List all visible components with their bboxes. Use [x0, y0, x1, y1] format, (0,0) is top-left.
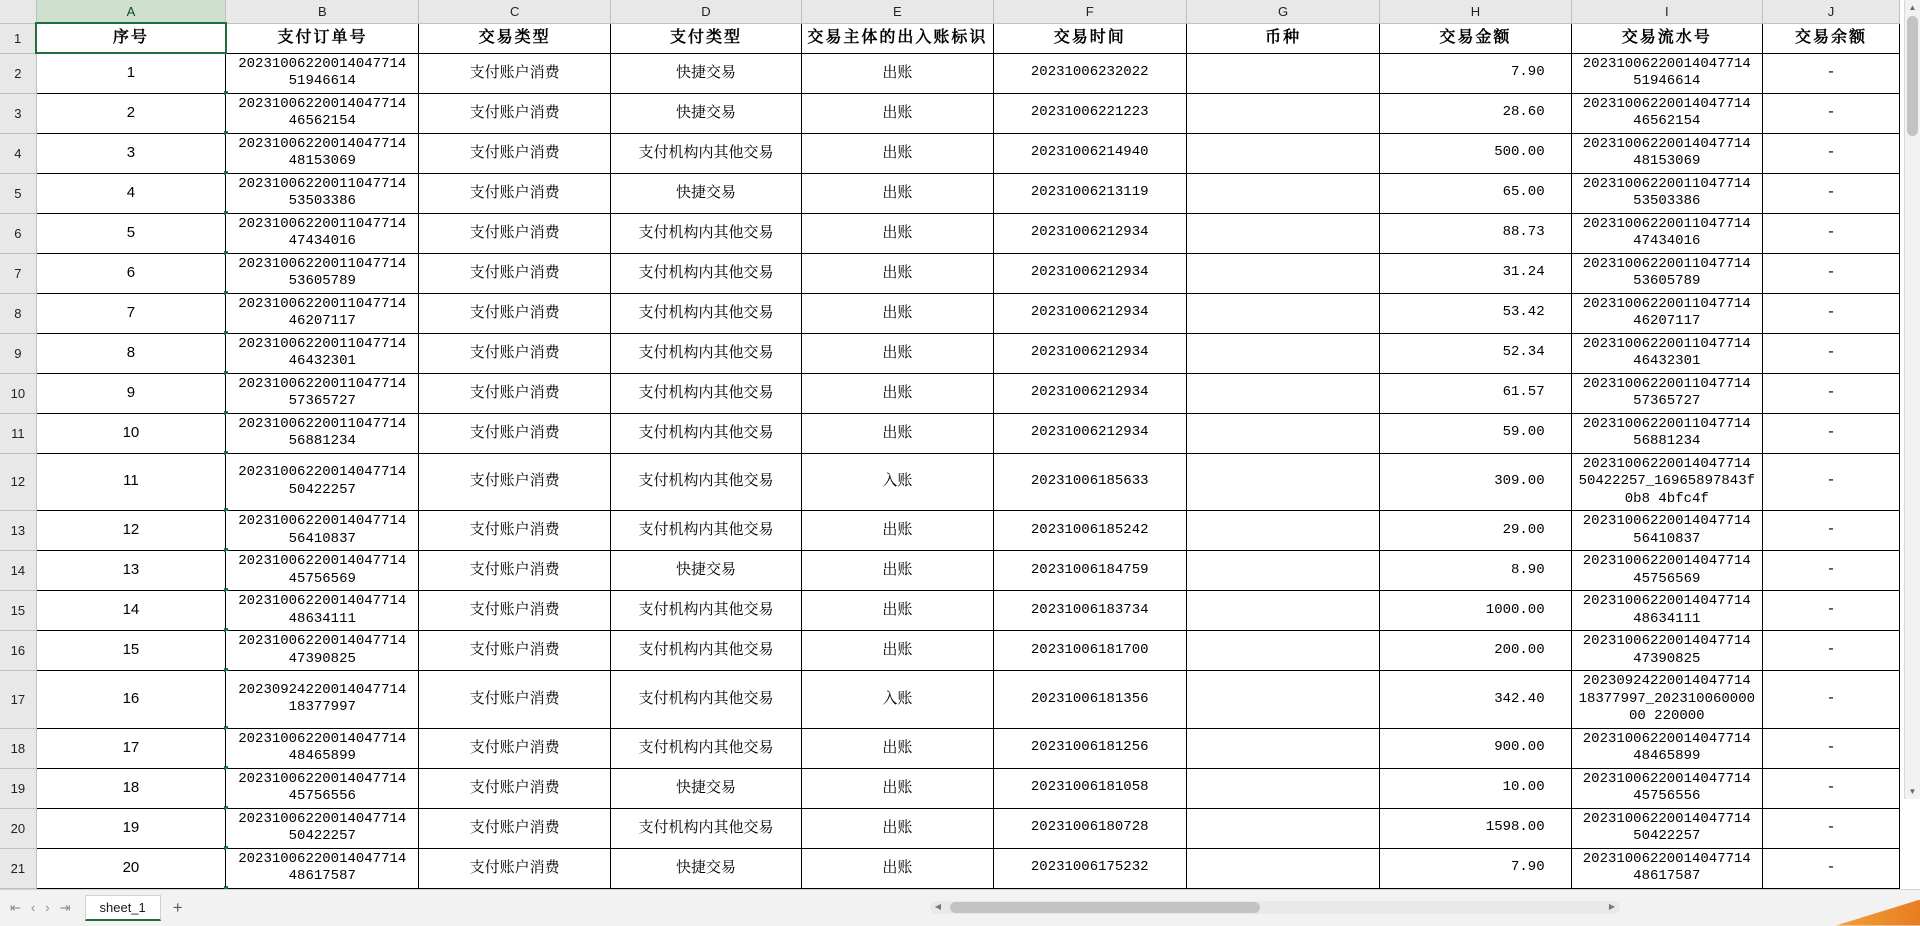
vertical-scrollbar[interactable] — [1904, 0, 1920, 799]
cell-b9[interactable]: 20231006220011047714 46432301 — [226, 333, 419, 373]
cell-i15[interactable]: 20231006220014047714 48634111 — [1571, 591, 1762, 631]
cell-b1[interactable]: 支付订单号 — [226, 23, 419, 53]
cell-j7[interactable]: - — [1762, 253, 1899, 293]
cell-h19[interactable]: 10.00 — [1380, 768, 1571, 808]
cell-b11[interactable]: 20231006220011047714 56881234 — [226, 413, 419, 453]
cell-b17[interactable]: 20230924220014047714 18377997 — [226, 671, 419, 729]
cell-b20[interactable]: 20231006220014047714 50422257 — [226, 808, 419, 848]
cell-d18[interactable]: 支付机构内其他交易 — [610, 728, 801, 768]
cell-i19[interactable]: 20231006220014047714 45756556 — [1571, 768, 1762, 808]
column-header-c[interactable]: C — [419, 0, 610, 23]
cell-j2[interactable]: - — [1762, 53, 1899, 93]
cell-g6[interactable] — [1186, 213, 1379, 253]
row-header[interactable]: 2 — [0, 53, 36, 93]
cell-f2[interactable]: 20231006232022 — [993, 53, 1186, 93]
last-sheet-icon[interactable]: ⇥ — [59, 899, 71, 915]
table-body — [0, 53, 1900, 888]
column-header-f[interactable]: F — [993, 0, 1186, 23]
cell-j15[interactable]: - — [1762, 591, 1899, 631]
cell-h12[interactable]: 309.00 — [1380, 453, 1571, 511]
cell-b10[interactable]: 20231006220011047714 57365727 — [226, 373, 419, 413]
cell-d19[interactable]: 快捷交易 — [610, 768, 801, 808]
cell-f14[interactable]: 20231006184759 — [993, 551, 1186, 591]
cell-i1[interactable]: 交易流水号 — [1571, 23, 1762, 53]
column-header-d[interactable]: D — [610, 0, 801, 23]
table-row — [0, 133, 1900, 173]
row-header[interactable]: 4 — [0, 133, 36, 173]
cell-d11[interactable]: 支付机构内其他交易 — [610, 413, 801, 453]
cell-i9[interactable]: 20231006220011047714 46432301 — [1571, 333, 1762, 373]
cell-e8[interactable]: 出账 — [802, 293, 993, 333]
cell-e21[interactable]: 出账 — [802, 848, 993, 888]
cell-j16[interactable]: - — [1762, 631, 1899, 671]
cell-c1[interactable]: 交易类型 — [419, 23, 610, 53]
table-row — [0, 591, 1900, 631]
cell-h2[interactable]: 7.90 — [1380, 53, 1571, 93]
cell-e11[interactable]: 出账 — [802, 413, 993, 453]
cell-a16[interactable]: 15 — [36, 631, 225, 671]
corner-decoration — [1800, 900, 1920, 926]
cell-g9[interactable] — [1186, 333, 1379, 373]
cell-f15[interactable]: 20231006183734 — [993, 591, 1186, 631]
cell-a10[interactable]: 9 — [36, 373, 225, 413]
cell-b6[interactable]: 20231006220011047714 47434016 — [226, 213, 419, 253]
cell-i4[interactable]: 20231006220014047714 48153069 — [1571, 133, 1762, 173]
cell-b12[interactable]: 20231006220014047714 50422257 — [226, 453, 419, 511]
cell-b18[interactable]: 20231006220014047714 48465899 — [226, 728, 419, 768]
cell-d9[interactable]: 支付机构内其他交易 — [610, 333, 801, 373]
cell-a12[interactable]: 11 — [36, 453, 225, 511]
cell-g4[interactable] — [1186, 133, 1379, 173]
cell-a3[interactable]: 2 — [36, 93, 225, 133]
row-header[interactable]: 10 — [0, 373, 36, 413]
cell-h4[interactable]: 500.00 — [1380, 133, 1571, 173]
column-header-a[interactable]: A — [36, 0, 225, 23]
cell-d2[interactable]: 快捷交易 — [610, 53, 801, 93]
cell-i3[interactable]: 20231006220014047714 46562154 — [1571, 93, 1762, 133]
cell-d12[interactable]: 支付机构内其他交易 — [610, 453, 801, 511]
table-row — [0, 173, 1900, 213]
horizontal-scroll-thumb[interactable] — [950, 902, 1260, 913]
cell-i21[interactable]: 20231006220014047714 48617587 — [1571, 848, 1762, 888]
select-all-corner[interactable] — [0, 0, 36, 23]
cell-g10[interactable] — [1186, 373, 1379, 413]
cell-c14[interactable]: 支付账户消费 — [419, 551, 610, 591]
cell-c7[interactable]: 支付账户消费 — [419, 253, 610, 293]
cell-a13[interactable]: 12 — [36, 511, 225, 551]
table-row — [0, 23, 1900, 53]
cell-c13[interactable]: 支付账户消费 — [419, 511, 610, 551]
cell-j11[interactable]: - — [1762, 413, 1899, 453]
table-row — [0, 848, 1900, 888]
cell-a19[interactable]: 18 — [36, 768, 225, 808]
add-sheet-button[interactable]: + — [172, 897, 183, 917]
cell-g19[interactable] — [1186, 768, 1379, 808]
cell-c16[interactable]: 支付账户消费 — [419, 631, 610, 671]
cell-c9[interactable]: 支付账户消费 — [419, 333, 610, 373]
cell-d13[interactable]: 支付机构内其他交易 — [610, 511, 801, 551]
cell-c5[interactable]: 支付账户消费 — [419, 173, 610, 213]
cell-f16[interactable]: 20231006181700 — [993, 631, 1186, 671]
cell-j13[interactable]: - — [1762, 511, 1899, 551]
table-row — [0, 511, 1900, 551]
cell-j4[interactable]: - — [1762, 133, 1899, 173]
cell-i8[interactable]: 20231006220011047714 46207117 — [1571, 293, 1762, 333]
row-header[interactable]: 12 — [0, 453, 36, 511]
column-header-row — [0, 0, 1900, 23]
cell-e2[interactable]: 出账 — [802, 53, 993, 93]
cell-i16[interactable]: 20231006220014047714 47390825 — [1571, 631, 1762, 671]
cell-a17[interactable]: 16 — [36, 671, 225, 729]
cell-g21[interactable] — [1186, 848, 1379, 888]
cell-f6[interactable]: 20231006212934 — [993, 213, 1186, 253]
cell-c18[interactable]: 支付账户消费 — [419, 728, 610, 768]
cell-e1[interactable]: 交易主体的出入账标识 — [802, 23, 993, 53]
cell-g2[interactable] — [1186, 53, 1379, 93]
row-header[interactable]: 21 — [0, 848, 36, 888]
cell-j14[interactable]: - — [1762, 551, 1899, 591]
cell-i18[interactable]: 20231006220014047714 48465899 — [1571, 728, 1762, 768]
cell-i5[interactable]: 20231006220011047714 53503386 — [1571, 173, 1762, 213]
cell-b4[interactable]: 20231006220014047714 48153069 — [226, 133, 419, 173]
cell-j3[interactable]: - — [1762, 93, 1899, 133]
column-header-h[interactable]: H — [1380, 0, 1571, 23]
cell-h7[interactable]: 31.24 — [1380, 253, 1571, 293]
cell-g18[interactable] — [1186, 728, 1379, 768]
cell-d5[interactable]: 快捷交易 — [610, 173, 801, 213]
row-header[interactable]: 3 — [0, 93, 36, 133]
cell-a6[interactable]: 5 — [36, 213, 225, 253]
cell-i17[interactable]: 20230924220014047714 18377997_20231006000000 220000 — [1571, 671, 1762, 729]
cell-e9[interactable]: 出账 — [802, 333, 993, 373]
cell-j18[interactable]: - — [1762, 728, 1899, 768]
cell-g12[interactable] — [1186, 453, 1379, 511]
table-row — [0, 53, 1900, 93]
row-header[interactable]: 18 — [0, 728, 36, 768]
cell-h14[interactable]: 8.90 — [1380, 551, 1571, 591]
cell-f3[interactable]: 20231006221223 — [993, 93, 1186, 133]
cell-b3[interactable]: 20231006220014047714 46562154 — [226, 93, 419, 133]
cell-e17[interactable]: 入账 — [802, 671, 993, 729]
cell-c20[interactable]: 支付账户消费 — [419, 808, 610, 848]
cell-b15[interactable]: 20231006220014047714 48634111 — [226, 591, 419, 631]
cell-e14[interactable]: 出账 — [802, 551, 993, 591]
cell-g13[interactable] — [1186, 511, 1379, 551]
cell-g8[interactable] — [1186, 293, 1379, 333]
row-header[interactable]: 5 — [0, 173, 36, 213]
row-header[interactable]: 8 — [0, 293, 36, 333]
cell-c17[interactable]: 支付账户消费 — [419, 671, 610, 729]
cell-b19[interactable]: 20231006220014047714 45756556 — [226, 768, 419, 808]
cell-e5[interactable]: 出账 — [802, 173, 993, 213]
cell-a21[interactable]: 20 — [36, 848, 225, 888]
cell-j17[interactable]: - — [1762, 671, 1899, 729]
cell-a14[interactable]: 13 — [36, 551, 225, 591]
cell-a8[interactable]: 7 — [36, 293, 225, 333]
scroll-right-icon[interactable]: ▶ — [1608, 901, 1616, 911]
cell-i11[interactable]: 20231006220011047714 56881234 — [1571, 413, 1762, 453]
table-row — [0, 671, 1900, 729]
cell-b8[interactable]: 20231006220011047714 46207117 — [226, 293, 419, 333]
cell-e16[interactable]: 出账 — [802, 631, 993, 671]
cell-d21[interactable]: 快捷交易 — [610, 848, 801, 888]
cell-i13[interactable]: 20231006220014047714 56410837 — [1571, 511, 1762, 551]
cell-a7[interactable]: 6 — [36, 253, 225, 293]
cell-a11[interactable]: 10 — [36, 413, 225, 453]
cell-a2[interactable]: 1 — [36, 53, 225, 93]
cell-e4[interactable]: 出账 — [802, 133, 993, 173]
cell-f8[interactable]: 20231006212934 — [993, 293, 1186, 333]
cell-g15[interactable] — [1186, 591, 1379, 631]
cell-d10[interactable]: 支付机构内其他交易 — [610, 373, 801, 413]
table-row — [0, 213, 1900, 253]
cell-h20[interactable]: 1598.00 — [1380, 808, 1571, 848]
cell-f4[interactable]: 20231006214940 — [993, 133, 1186, 173]
table-row — [0, 93, 1900, 133]
cell-a15[interactable]: 14 — [36, 591, 225, 631]
cell-a5[interactable]: 4 — [36, 173, 225, 213]
cell-b5[interactable]: 20231006220011047714 53503386 — [226, 173, 419, 213]
cell-j8[interactable]: - — [1762, 293, 1899, 333]
cell-d20[interactable]: 支付机构内其他交易 — [610, 808, 801, 848]
table-row — [0, 808, 1900, 848]
cell-f13[interactable]: 20231006185242 — [993, 511, 1186, 551]
cell-f19[interactable]: 20231006181058 — [993, 768, 1186, 808]
cell-j19[interactable]: - — [1762, 768, 1899, 808]
cell-h9[interactable]: 52.34 — [1380, 333, 1571, 373]
cell-c19[interactable]: 支付账户消费 — [419, 768, 610, 808]
cell-h13[interactable]: 29.00 — [1380, 511, 1571, 551]
cell-f10[interactable]: 20231006212934 — [993, 373, 1186, 413]
cell-f18[interactable]: 20231006181256 — [993, 728, 1186, 768]
cell-e3[interactable]: 出账 — [802, 93, 993, 133]
cell-g5[interactable] — [1186, 173, 1379, 213]
cell-h18[interactable]: 900.00 — [1380, 728, 1571, 768]
row-header[interactable]: 11 — [0, 413, 36, 453]
cell-e20[interactable]: 出账 — [802, 808, 993, 848]
cell-j12[interactable]: - — [1762, 453, 1899, 511]
cell-j9[interactable]: - — [1762, 333, 1899, 373]
cell-f9[interactable]: 20231006212934 — [993, 333, 1186, 373]
cell-i20[interactable]: 20231006220014047714 50422257 — [1571, 808, 1762, 848]
cell-a18[interactable]: 17 — [36, 728, 225, 768]
cell-g14[interactable] — [1186, 551, 1379, 591]
cell-d17[interactable]: 支付机构内其他交易 — [610, 671, 801, 729]
table-row — [0, 768, 1900, 808]
column-header-j[interactable]: J — [1762, 0, 1899, 23]
cell-d4[interactable]: 支付机构内其他交易 — [610, 133, 801, 173]
cell-b7[interactable]: 20231006220011047714 53605789 — [226, 253, 419, 293]
cell-i12[interactable]: 20231006220014047714 50422257_16965897843f0b8 4bfc4f — [1571, 453, 1762, 511]
cell-j1[interactable]: 交易余额 — [1762, 23, 1899, 53]
cell-c8[interactable]: 支付账户消费 — [419, 293, 610, 333]
cell-f1[interactable]: 交易时间 — [993, 23, 1186, 53]
cell-a20[interactable]: 19 — [36, 808, 225, 848]
row-header[interactable]: 13 — [0, 511, 36, 551]
bottom-bar — [0, 889, 1920, 926]
cell-h10[interactable]: 61.57 — [1380, 373, 1571, 413]
cell-f17[interactable]: 20231006181356 — [993, 671, 1186, 729]
table-row — [0, 453, 1900, 511]
cell-f12[interactable]: 20231006185633 — [993, 453, 1186, 511]
cell-h3[interactable]: 28.60 — [1380, 93, 1571, 133]
cell-h17[interactable]: 342.40 — [1380, 671, 1571, 729]
cell-e7[interactable]: 出账 — [802, 253, 993, 293]
cell-g3[interactable] — [1186, 93, 1379, 133]
cell-f5[interactable]: 20231006213119 — [993, 173, 1186, 213]
table-row — [0, 413, 1900, 453]
table-row — [0, 373, 1900, 413]
cell-j6[interactable]: - — [1762, 213, 1899, 253]
cell-e18[interactable]: 出账 — [802, 728, 993, 768]
table-row — [0, 551, 1900, 591]
cell-b2[interactable]: 20231006220014047714 51946614 — [226, 53, 419, 93]
cell-c10[interactable]: 支付账户消费 — [419, 373, 610, 413]
next-sheet-icon[interactable]: › — [45, 900, 50, 915]
row-header[interactable]: 19 — [0, 768, 36, 808]
cell-i6[interactable]: 20231006220011047714 47434016 — [1571, 213, 1762, 253]
column-header-e[interactable]: E — [802, 0, 993, 23]
row-header[interactable]: 1 — [0, 23, 36, 53]
cell-a1[interactable]: 序号 — [36, 23, 225, 53]
cell-e15[interactable]: 出账 — [802, 591, 993, 631]
row-header[interactable]: 20 — [0, 808, 36, 848]
cell-h16[interactable]: 200.00 — [1380, 631, 1571, 671]
cell-g11[interactable] — [1186, 413, 1379, 453]
cell-d16[interactable]: 支付机构内其他交易 — [610, 631, 801, 671]
cell-j20[interactable]: - — [1762, 808, 1899, 848]
row-header[interactable]: 7 — [0, 253, 36, 293]
sheet-tab-sheet_1[interactable]: sheet_1 — [85, 895, 161, 921]
cell-b16[interactable]: 20231006220014047714 47390825 — [226, 631, 419, 671]
cell-a4[interactable]: 3 — [36, 133, 225, 173]
cell-e6[interactable]: 出账 — [802, 213, 993, 253]
cell-j10[interactable]: - — [1762, 373, 1899, 413]
table-row — [0, 293, 1900, 333]
row-header[interactable]: 14 — [0, 551, 36, 591]
cell-i14[interactable]: 20231006220014047714 45756569 — [1571, 551, 1762, 591]
cell-e19[interactable]: 出账 — [802, 768, 993, 808]
cell-d14[interactable]: 快捷交易 — [610, 551, 801, 591]
column-header-g[interactable]: G — [1186, 0, 1379, 23]
cell-c11[interactable]: 支付账户消费 — [419, 413, 610, 453]
cell-h21[interactable]: 7.90 — [1380, 848, 1571, 888]
cell-c12[interactable]: 支付账户消费 — [419, 453, 610, 511]
cell-j21[interactable]: - — [1762, 848, 1899, 888]
cell-h15[interactable]: 1000.00 — [1380, 591, 1571, 631]
cell-c6[interactable]: 支付账户消费 — [419, 213, 610, 253]
row-header[interactable]: 9 — [0, 333, 36, 373]
cell-c15[interactable]: 支付账户消费 — [419, 591, 610, 631]
first-sheet-icon[interactable]: ⇤ — [10, 899, 21, 915]
cell-h11[interactable]: 59.00 — [1380, 413, 1571, 453]
cell-d8[interactable]: 支付机构内其他交易 — [610, 293, 801, 333]
cell-d6[interactable]: 支付机构内其他交易 — [610, 213, 801, 253]
cell-i7[interactable]: 20231006220011047714 53605789 — [1571, 253, 1762, 293]
cell-c2[interactable]: 支付账户消费 — [419, 53, 610, 93]
cell-f7[interactable]: 20231006212934 — [993, 253, 1186, 293]
cell-d1[interactable]: 支付类型 — [610, 23, 801, 53]
cell-j5[interactable]: - — [1762, 173, 1899, 213]
sheet-nav-buttons — [0, 900, 71, 916]
row-header[interactable]: 16 — [0, 631, 36, 671]
vertical-scroll-thumb[interactable] — [1907, 16, 1918, 136]
cell-b14[interactable]: 20231006220014047714 45756569 — [226, 551, 419, 591]
table-row — [0, 253, 1900, 293]
row-header[interactable]: 15 — [0, 591, 36, 631]
cell-h6[interactable]: 88.73 — [1380, 213, 1571, 253]
cell-i2[interactable]: 20231006220014047714 51946614 — [1571, 53, 1762, 93]
table-row — [0, 631, 1900, 671]
scroll-down-icon[interactable]: ▼ — [1905, 784, 1920, 799]
table-row — [0, 333, 1900, 373]
cell-g20[interactable] — [1186, 808, 1379, 848]
cell-f21[interactable]: 20231006175232 — [993, 848, 1186, 888]
cell-g16[interactable] — [1186, 631, 1379, 671]
cell-a9[interactable]: 8 — [36, 333, 225, 373]
cell-f20[interactable]: 20231006180728 — [993, 808, 1186, 848]
cell-c4[interactable]: 支付账户消费 — [419, 133, 610, 173]
cell-e12[interactable]: 入账 — [802, 453, 993, 511]
cell-e13[interactable]: 出账 — [802, 511, 993, 551]
cell-d3[interactable]: 快捷交易 — [610, 93, 801, 133]
cell-d7[interactable]: 支付机构内其他交易 — [610, 253, 801, 293]
cell-d15[interactable]: 支付机构内其他交易 — [610, 591, 801, 631]
row-header[interactable]: 17 — [0, 671, 36, 729]
column-header-i[interactable]: I — [1571, 0, 1762, 23]
cell-i10[interactable]: 20231006220011047714 57365727 — [1571, 373, 1762, 413]
cell-g7[interactable] — [1186, 253, 1379, 293]
prev-sheet-icon[interactable]: ‹ — [30, 900, 36, 915]
table-row — [0, 728, 1900, 768]
cell-c21[interactable]: 支付账户消费 — [419, 848, 610, 888]
scroll-up-icon[interactable]: ▲ — [1905, 0, 1920, 15]
column-header-b[interactable]: B — [226, 0, 419, 23]
cell-c3[interactable]: 支付账户消费 — [419, 93, 610, 133]
cell-h8[interactable]: 53.42 — [1380, 293, 1571, 333]
cell-b21[interactable]: 20231006220014047714 48617587 — [226, 848, 419, 888]
cell-b13[interactable]: 20231006220014047714 56410837 — [226, 511, 419, 551]
cell-f11[interactable]: 20231006212934 — [993, 413, 1186, 453]
row-header[interactable]: 6 — [0, 213, 36, 253]
cell-h5[interactable]: 65.00 — [1380, 173, 1571, 213]
horizontal-scrollbar[interactable] — [930, 901, 1620, 914]
cell-h1[interactable]: 交易金额 — [1380, 23, 1571, 53]
cell-e10[interactable]: 出账 — [802, 373, 993, 413]
cell-g17[interactable] — [1186, 671, 1379, 729]
cell-g1[interactable]: 币种 — [1186, 23, 1379, 53]
scroll-left-icon[interactable]: ◀ — [934, 901, 942, 911]
